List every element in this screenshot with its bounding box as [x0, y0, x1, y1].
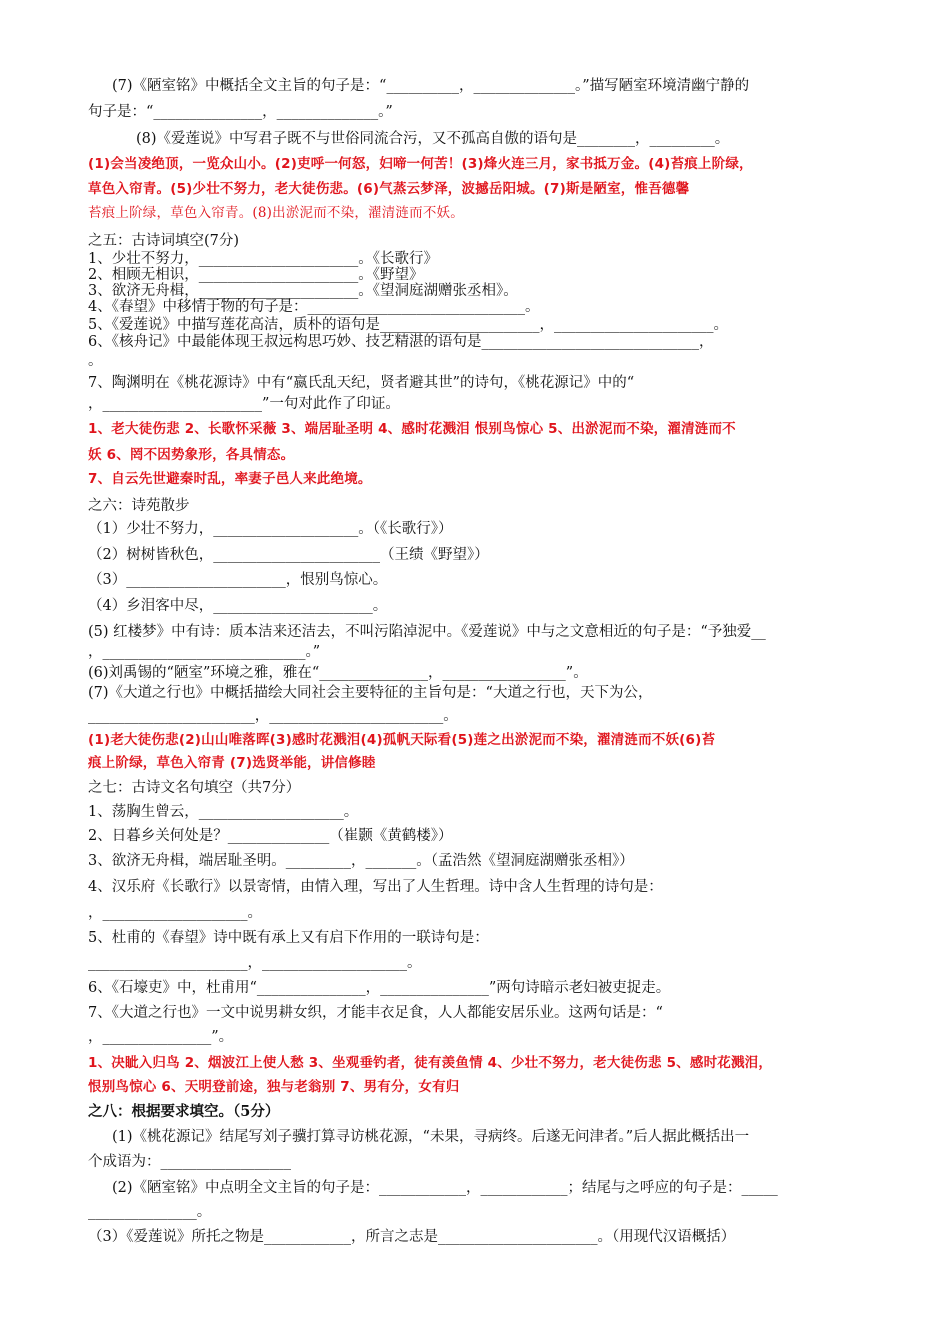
text-line: (7)《陋室铭》中概括全文主旨的句子是：“__________，______________。”描写陋室环境清幽宁静的 [112, 78, 750, 94]
text-line: （2）树树皆秋色，_______________________（王绩《野望》） [88, 547, 489, 563]
text-line: (5) 红楼梦》中有诗：质本洁来还洁去，不叫污陷淖泥中。《爱莲说》中与之文意相近的句子是：“予独爱__ [88, 624, 766, 640]
text-line: （1）少壮不努力，____________________。（《长歌行》） [88, 521, 453, 537]
text-line: 3、欲济无舟楫，______________________。《望洞庭湖赠张丞相》。 [88, 283, 518, 299]
text-line: （3）______________________，恨别鸟惊心。 [88, 572, 388, 588]
answer-line: 7、自云先世避秦时乱，率妻子邑人来此绝境。 [88, 471, 372, 487]
text-line: ，______________________”一句对此作了印证。 [88, 396, 400, 412]
answer-line: 苔痕上阶绿，草色入帘青。(8)出淤泥而不染，濯清涟而不妖。 [88, 205, 464, 221]
text-line: (2)《陋室铭》中点明全文主旨的句子是：____________，____________；结尾与之呼应的句子是：_____ [112, 1180, 778, 1196]
text-line: （3）《爱莲说》所托之物是____________，所言之志是______________________。（用现代汉语概括） [88, 1229, 736, 1245]
text-line: 6、《石壕吏》中，杜甫用“_______________，_______________”两句诗暗示老妇被吏捉走。 [88, 980, 671, 996]
answer-line: 草色入帘青。(5)少壮不努力，老大徒伤悲。(6)气蒸云梦泽，波撼岳阳城。(7)斯是陋室，惟吾德馨 [88, 181, 690, 197]
text-line: 个成语为：__________________ [88, 1154, 291, 1170]
text-line: 。 [88, 353, 103, 369]
text-line: ，_______________”。 [88, 1029, 234, 1045]
text-line: ，____________________________。” [88, 644, 321, 660]
text-line: (6)刘禹锡的“陋室”环境之雅，雅在“_______________，_________________”。 [88, 665, 588, 681]
text-line: 1、少壮不努力，______________________。《长歌行》 [88, 251, 438, 267]
text-line: 7、《大道之行也》一文中说男耕女织，才能丰衣足食，人人都能安居乐业。这两句话是：“ [88, 1005, 663, 1021]
text-line: 句子是：“_______________，______________。” [88, 104, 393, 120]
text-line: 2、相顾无相识，______________________。《野望》 [88, 267, 424, 283]
section-heading: 之六：诗苑散步 [88, 498, 190, 514]
text-line: 6、《核舟记》中最能体现王叔远构思巧妙、技艺精湛的语句是______________________________， [88, 334, 714, 350]
text-line: ，____________________。 [88, 905, 262, 921]
text-line: 4、汉乐府《长歌行》以景寄情，由情入理，写出了人生哲理。诗中含人生哲理的诗句是： [88, 879, 663, 895]
text-line: 3、欲济无舟楫，端居耻圣明。_________，_______。（孟浩然《望洞庭湖赠张丞相》） [88, 853, 634, 869]
text-line: _______________________，________________________。 [88, 708, 458, 724]
text-line: 4、《春望》中移情于物的句子是：______________________________。 [88, 299, 540, 315]
answer-line: 恨别鸟惊心 6、天明登前途，独与老翁别 7、男有分，女有归 [88, 1079, 460, 1095]
text-line: 1、荡胸生曾云，____________________。 [88, 804, 359, 820]
section-heading: 之八：根据要求填空。（5分） [88, 1103, 280, 1120]
text-line: 5、《爱莲说》中描写莲花高洁，质朴的语句是______________________，______________________。 [88, 317, 728, 333]
text-line: _______________。 [88, 1204, 212, 1220]
answer-line: 1、决眦入归鸟 2、烟波江上使人愁 3、坐观垂钓者，徒有羡鱼情 4、少壮不努力，老大徒伤悲 5、感时花溅泪， [88, 1055, 773, 1071]
section-heading: 之五：古诗词填空(7分) [88, 233, 240, 249]
text-line: ______________________，____________________。 [88, 955, 422, 971]
text-line: 2、日暮乡关何处是？______________（崔颢《黄鹤楼》） [88, 828, 453, 844]
text-line: (7)《大道之行也》中概括描绘大同社会主要特征的主旨句是：“大道之行也，天下为公， [88, 685, 653, 701]
answer-line: (1)老大徒伤悲(2)山山唯落晖(3)感时花溅泪(4)孤帆天际看(5)莲之出淤泥而不染，濯清涟而不妖(6)苔 [88, 732, 716, 748]
answer-line: 痕上阶绿，草色入帘青 (7)选贤举能，讲信修睦 [88, 755, 376, 771]
answer-line: 1、老大徒伤悲 2、长歌怀采薇 3、端居耻圣明 4、感时花溅泪 恨别鸟惊心 5、出淤泥而不染，濯清涟而不 [88, 421, 736, 437]
text-line: (1)《桃花源记》结尾写刘子骥打算寻访桃花源，“未果，寻病终。后遂无问津者。”后人据此概括出一 [112, 1129, 750, 1145]
answer-line: (1)会当凌绝顶，一览众山小。(2)吏呼一何怒，妇啼一何苦！(3)烽火连三月，家书抵万金。(4)苔痕上阶绿， [88, 156, 753, 172]
text-line: 7、陶渊明在《桃花源诗》中有“嬴氏乱天纪，贤者避其世”的诗句，《桃花源记》中的“ [88, 375, 635, 391]
text-line: (8)《爱莲说》中写君子既不与世俗同流合污，又不孤高自傲的语句是________，_________。 [136, 131, 730, 147]
text-line: （4）乡泪客中尽，______________________。 [88, 598, 388, 614]
section-heading: 之七：古诗文名句填空（共7分） [88, 780, 301, 796]
text-line: 5、杜甫的《春望》诗中既有承上又有启下作用的一联诗句是： [88, 930, 489, 946]
answer-line: 妖 6、罔不因势象形，各具情态。 [88, 447, 295, 463]
